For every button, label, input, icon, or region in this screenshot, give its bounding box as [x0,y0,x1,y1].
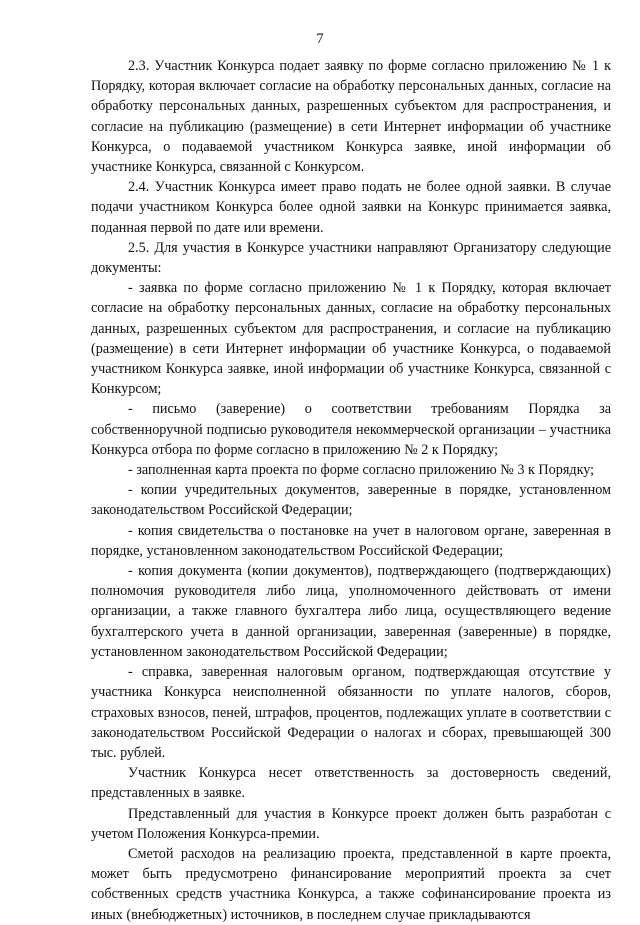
document-body [91,56,611,925]
paragraph-2-3: 2.3. Участник Конкурса подает заявку по форме согласно приложению № 1 к Порядку, которая включает согласие на обработку персональных данных, согласие на обработку персональных данных, разрешенных субъектом для распространения, и согласие на публикацию (размещение) в сети Интернет информации об участнике Конкурса, о подаваемой участником Конкурса заявке, иной информации об участнике Конкурса, связанной с Конкурсом. [91,58,611,176]
list-item-application: - заявка по форме согласно приложению № 1 к Порядку, которая включает согласие на обработку персональных данных, согласие на обработку персональных данных, разрешенных субъектом для распространения, и согласие на публикацию (размещение) в сети Интернет информации об участнике Конкурса, о подаваемой участником Конкурса заявке, иной информации об участнике Конкурса, связанной с Конкурсом; [91,280,611,398]
list-item-founding-documents: - копии учредительных документов, заверенные в порядке, установленном законодательством Российской Федерации; [91,482,611,519]
paragraph-budget: Сметой расходов на реализацию проекта, представленной в карте проекта, может быть предусмотрено финансирование мероприятий проекта за счет собственных средств участника Конкурса, а также софинансирование проекта из иных (внебюджетных) источников, в последнем случае прикладываются [91,845,611,923]
paragraph-2-5: 2.5. Для участия в Конкурсе участники направляют Организатору следующие документы: [91,239,611,277]
list-item-authority-documents: - копия документа (копии документов), подтверждающего (подтверждающих) полномочия руководителя либо лица, уполномоченного действовать от имени организации, а также главного бухгалтера либо лица, осуществляющего ведение бухгалтерского учета в данной организации, заверенная (заверенные) в порядке, установленном законодательством Российской Федерации; [91,563,611,660]
list-item-letter: - письмо (заверение) о соответствии требованиям Порядка за собственноручной подписью руководителя некоммерческой организации – участника Конкурса отбора по форме согласно в приложению № 2 к Порядку; [91,401,611,458]
list-item-tax-certificate: - копия свидетельства о постановке на учет в налоговом органе, заверенная в порядке, установленном законодательством Российской Федерации; [91,522,611,559]
paragraph-2-4: 2.4. Участник Конкурса имеет право подать не более одной заявки. В случае подачи участником Конкурса более одной заявки на Конкурс принимается заявка, поданная первой по дате или времени. [91,179,611,236]
page-number: 7 [316,31,324,47]
list-item-project-card: - заполненная карта проекта по форме согласно приложению № 3 к Порядку; [128,462,595,479]
list-item-tax-statement: - справка, заверенная налоговым органом, подтверждающая отсутствие у участника Конкурса неисполненной обязанности по уплате налогов, сборов, страховых взносов, пеней, штрафов, процентов, подлежащих уплате в соответствии с законодательством Российской Федерации о налогах и сборах, превышающей 300 тыс. рублей. [91,664,611,761]
paragraph-responsibility: Участник Конкурса несет ответственность за достоверность сведений, представленных в заявке. [91,765,611,802]
paragraph-project-requirements: Представленный для участия в Конкурсе проект должен быть разработан с учетом Положения Конкурса-премии. [91,805,611,842]
